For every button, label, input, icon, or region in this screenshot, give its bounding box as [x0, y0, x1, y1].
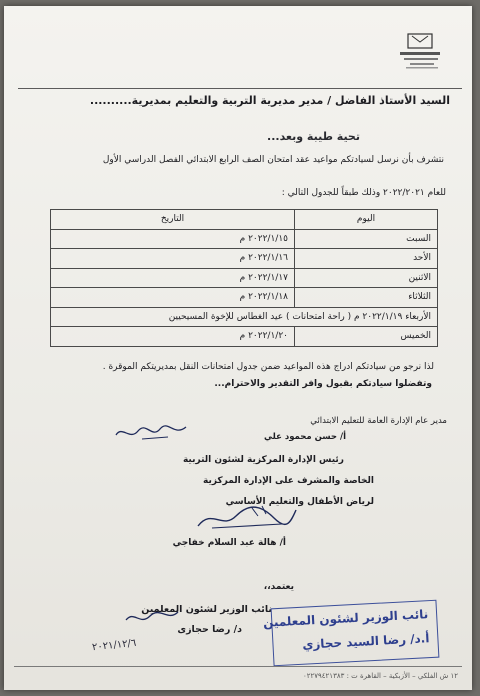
holiday-note-cell: الأربعاء ٢٠٢٢/١/١٩ م ( راحة امتحانات ) عيد الغطاس للإخوة المسيحيين	[51, 307, 438, 327]
second-signatory-name: أ/ هالة عبد السلام خفاجي	[172, 538, 286, 548]
date-header: التاريخ	[51, 210, 295, 230]
second-signatory-title-3: لرياض الأطفال والتعليم الأساسي	[225, 497, 374, 507]
deputy-name: د/ رضا حجازى	[177, 624, 242, 635]
exam-schedule-table	[50, 209, 438, 347]
date-cell: ٢٠٢٢/١/١٧ م	[51, 268, 295, 288]
approval-label: يعتمد،،	[263, 582, 294, 592]
official-stamp	[262, 600, 440, 667]
table-header-row	[51, 210, 438, 230]
table-row-holiday	[51, 307, 438, 327]
table-row	[51, 229, 438, 249]
day-header: اليوم	[295, 210, 438, 230]
date-cell: ٢٠٢٢/١/٢٠ م	[51, 327, 295, 347]
table-row	[51, 288, 438, 308]
date-cell: ٢٠٢٢/١/١٥ م	[51, 229, 295, 249]
date-cell: ٢٠٢٢/١/١٦ م	[51, 249, 295, 269]
date-cell: ٢٠٢٢/١/١٨ م	[51, 288, 295, 308]
stamp-line-1: نائب الوزير لشئون المعلمين	[262, 607, 429, 630]
footer-divider	[14, 666, 462, 667]
letter-page	[4, 6, 472, 690]
day-cell: الثلاثاء	[295, 288, 438, 308]
table-row	[51, 268, 438, 288]
day-cell: الخميس	[295, 327, 438, 347]
handwritten-signature-icon	[112, 421, 190, 445]
second-signatory-title-1: رئيس الإدارة المركزية لشئون التربية	[182, 455, 344, 465]
request-paragraph: لذا نرجو من سيادتكم ادراج هذه المواعيد ضمن جدول امتحانات النقل بمديريتكم الموقرة .	[102, 362, 434, 372]
header-divider	[18, 88, 462, 89]
second-signatory-title-2: الخاصة والمشرف على الإدارة المركزية	[203, 476, 374, 486]
day-cell: الأحد	[295, 249, 438, 269]
day-cell: الاثنين	[295, 268, 438, 288]
intro-paragraph-2: للعام ٢٠٢٢/٢٠٢١ وذلك طبقاً للجدول التالي :	[281, 188, 446, 198]
handwritten-signature-icon	[192, 502, 300, 532]
closing-paragraph: وتفضلوا سيادتكم بقبول وافر التقدير والاحترام...	[214, 379, 432, 389]
first-signatory-title: مدير عام الإدارة العامة للتعليم الابتدائي	[310, 416, 447, 426]
greeting: تحية طيبة وبعد...	[267, 130, 360, 143]
table-row	[51, 249, 438, 269]
deputy-title: نائب الوزير لشئون المعلمين	[141, 604, 272, 615]
handwritten-signature-icon	[122, 608, 182, 628]
addressee-line: السيد الأستاذ الفاضل / مدير مديرية التربية والتعليم بمديرية..........	[89, 94, 450, 107]
footer-address: ١٢ ش الفلكي – الأزبكية – القاهرة ت : ٠٢٢٧٩٤٢١٣٨٣	[302, 672, 458, 680]
intro-paragraph: نتشرف بأن نرسل لسيادتكم مواعيد عقد امتحان الصف الرابع الابتدائي الفصل الدراسي الأول	[102, 155, 444, 165]
stamp-line-2: أ.د/ رضا السيد حجازي	[302, 631, 430, 652]
ministry-logo-icon	[396, 32, 448, 72]
handwritten-date: ٢٠٢١/١٢/٦	[91, 637, 137, 654]
day-cell: السبت	[295, 229, 438, 249]
first-signatory-name: أ/ حسن محمود علي	[264, 432, 346, 442]
table-row	[51, 327, 438, 347]
